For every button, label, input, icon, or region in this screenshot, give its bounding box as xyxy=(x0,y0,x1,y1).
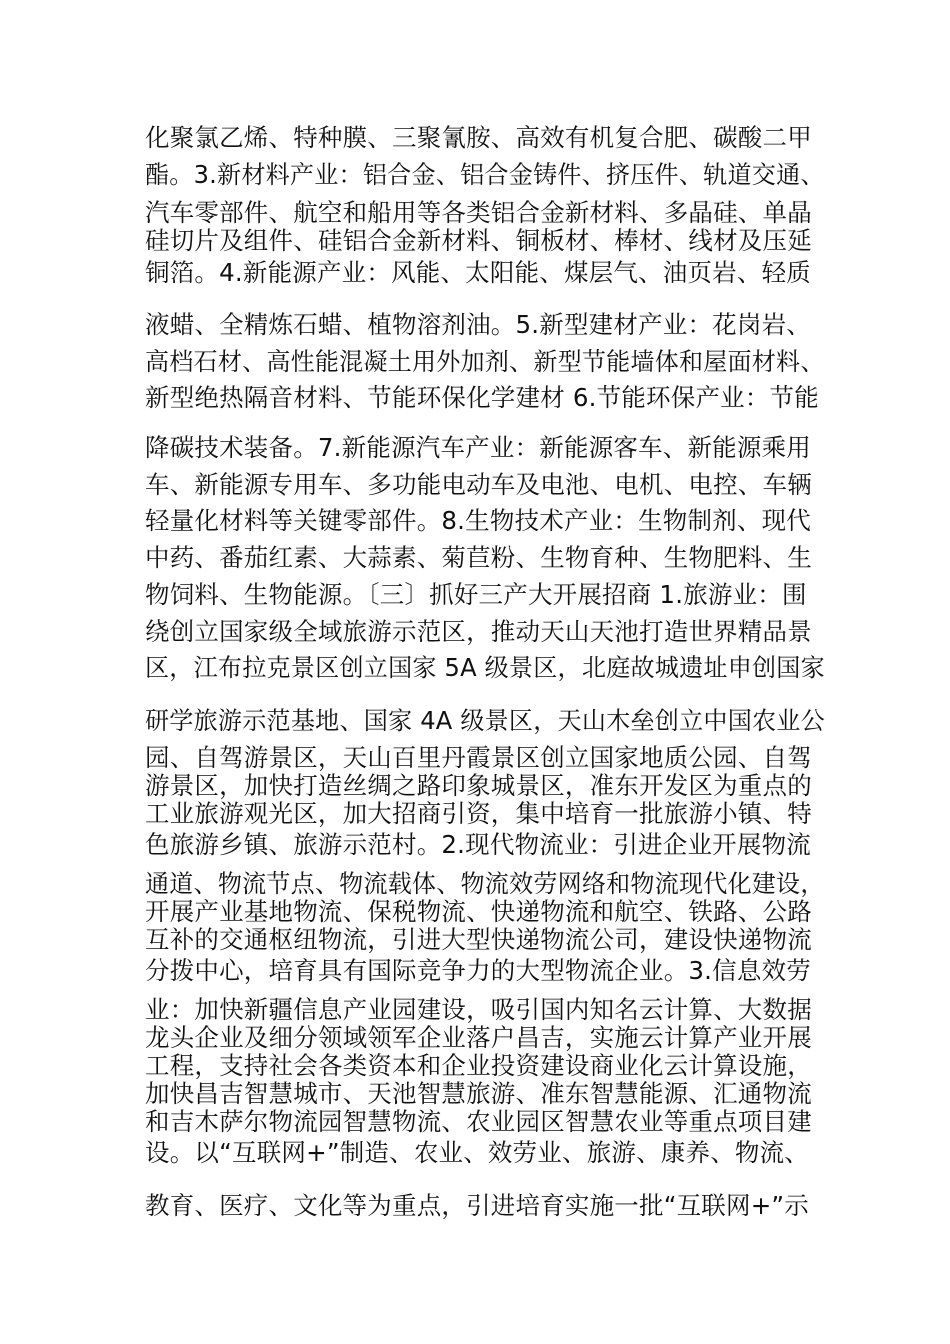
text-line: 加快昌吉智慧城市、天池智慧旅游、准东智慧能源、汇通物流 xyxy=(145,1079,812,1108)
text-line: 绕创立国家级全域旅游示范区，推动天山天池打造世界精品景 xyxy=(145,617,812,646)
text-line: 和吉木萨尔物流园智慧物流、农业园区智慧农业等重点项目建 xyxy=(145,1107,812,1136)
text-line: 研学旅游示范基地、国家 4A 级景区，天山木垒创立中国农业公 xyxy=(145,706,825,735)
text-line: 工程，支持社会各类资本和企业投资建设商业化云计算设施， xyxy=(145,1051,812,1080)
text-line: 新型绝热隔音材料、节能环保化学建材 6.节能环保产业：节能 xyxy=(145,383,819,412)
text-line: 降碳技术装备。7.新能源汽车产业：新能源客车、新能源乘用 xyxy=(145,433,811,462)
text-line: 分拨中心，培育具有国际竞争力的大型物流企业。3.信息效劳 xyxy=(145,956,811,985)
text-line: 通道、物流节点、物流载体、物流效劳网络和物流现代化建设， xyxy=(145,869,825,898)
text-line: 轻量化材料等关键零部件。8.生物技术产业：生物制剂、现代 xyxy=(145,506,811,535)
text-line: 色旅游乡镇、旅游示范村。2.现代物流业：引进企业开展物流 xyxy=(145,830,811,859)
text-line: 硅切片及组件、硅铝合金新材料、铜板材、棒材、线材及压延 xyxy=(145,226,812,255)
text-line: 互补的交通枢纽物流，引进大型快递物流公司，建设快递物流 xyxy=(145,925,812,954)
text-line: 酯。3.新材料产业：铝合金、铝合金铸件、挤压件、轨道交通、 xyxy=(145,160,825,189)
text-line: 游景区，加快打造丝绸之路印象城景区，准东开发区为重点的 xyxy=(145,771,812,800)
text-line: 物饲料、生物能源。〔三〕抓好三产大开展招商 1.旅游业：围 xyxy=(145,580,807,609)
text-line: 液蜡、全精炼石蜡、植物溶剂油。5.新型建材产业：花岗岩、 xyxy=(145,310,811,339)
text-line: 业：加快新疆信息产业园建设，吸引国内知名云计算、大数据 xyxy=(145,995,812,1024)
text-line: 汽车零部件、航空和船用等各类铝合金新材料、多晶硅、单晶 xyxy=(145,198,812,227)
text-line: 中药、番茄红素、大蒜素、菊苣粉、生物育种、生物肥料、生 xyxy=(145,543,812,572)
text-line: 教育、医疗、文化等为重点，引进培育实施一批“互联网+”示 xyxy=(145,1191,810,1220)
text-line: 高档石材、高性能混凝土用外加剂、新型节能墙体和屋面材料、 xyxy=(145,347,825,376)
text-line: 设。以“互联网+”制造、农业、效劳业、旅游、康养、物流、 xyxy=(145,1138,810,1167)
text-line: 开展产业基地物流、保税物流、快递物流和航空、铁路、公路 xyxy=(145,897,812,926)
text-line: 工业旅游观光区，加大招商引资，集中培育一批旅游小镇、特 xyxy=(145,799,812,828)
text-line: 龙头企业及细分领域领军企业落户昌吉，实施云计算产业开展 xyxy=(145,1023,812,1052)
text-line: 车、新能源专用车、多功能电动车及电池、电机、电控、车辆 xyxy=(145,470,812,499)
text-line: 区，江布拉克景区创立国家 5A 级景区，北庭故城遗址申创国家 xyxy=(145,653,825,682)
text-line: 化聚氯乙烯、特种膜、三聚氰胺、高效有机复合肥、碳酸二甲 xyxy=(145,123,812,152)
text-line: 园、自驾游景区，天山百里丹霞景区创立国家地质公园、自驾 xyxy=(145,743,812,772)
text-line: 铜箔。4.新能源产业：风能、太阳能、煤层气、油页岩、轻质 xyxy=(145,258,811,287)
